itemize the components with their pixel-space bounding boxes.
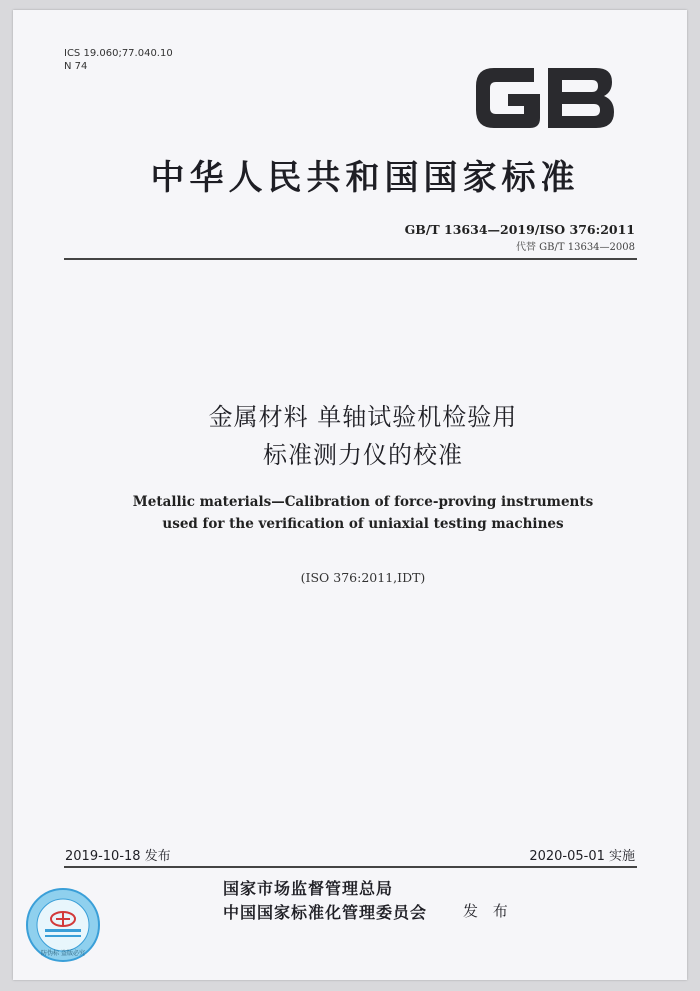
gb-logo: [470, 58, 620, 138]
english-title-line2: used for the verification of uniaxial testing machines: [162, 516, 564, 532]
footer-divider: [64, 866, 637, 868]
ics-code: [64, 47, 173, 73]
header-divider: [64, 258, 637, 260]
implementation-date: 2020-05-01 实施: [529, 849, 635, 864]
main-title: 中华人民共和国国家标准: [150, 158, 580, 198]
chinese-title-line1: 金属材料 单轴试验机检验用: [208, 403, 518, 431]
iso-reference: (ISO 376:2011,IDT): [300, 570, 426, 585]
standard-number: GB/T 13634—2019/ISO 376:2011: [404, 222, 635, 237]
gb-logo-b: [548, 68, 614, 128]
ccs-classification: N 74: [64, 61, 88, 72]
issuer-samr: 国家市场监督管理总局: [223, 879, 394, 898]
gb-logo-g: [476, 68, 540, 128]
anti-counterfeit-seal: [23, 885, 103, 965]
replaces-standard: 代替 GB/T 13634—2008: [516, 242, 635, 253]
seal-bottom-text: 防伪标 盗版必究: [41, 950, 85, 957]
issue-date: 2019-10-18 发布: [65, 849, 171, 864]
issuer-sac: 中国国家标准化管理委员会: [223, 903, 428, 922]
gb-logo-text: GB: [545, 136, 547, 137]
ics-classification: ICS 19.060;77.040.10: [64, 48, 173, 59]
document-page: [13, 10, 687, 980]
issue-label: 发 布: [463, 902, 513, 920]
english-title-line1: Metallic materials—Calibration of force-proving instruments: [132, 494, 594, 510]
chinese-title-line2: 标准测力仪的校准: [263, 441, 463, 469]
